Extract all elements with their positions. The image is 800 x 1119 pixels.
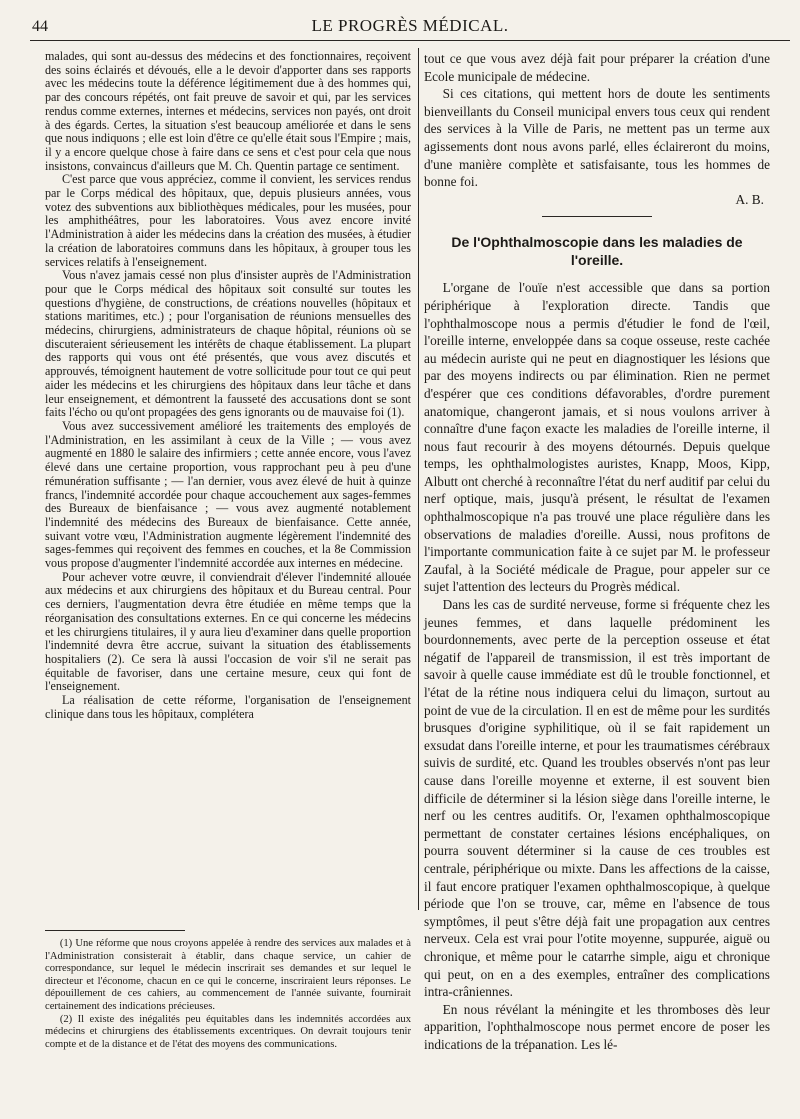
paragraph: Pour achever votre œuvre, il conviendrait d'élever l'indemnité allouée aux médecins et aux chirurgiens des hôpitaux et du Bureau central. Pour ces derniers, l'augmentation devra être étudiée en même temps que la réorganisation des consultations externes. En ce qui concerne les médecins et les chirurgiens titulaires, il y aura lieu d'examiner dans quelle proportion l'indemnité devra être accrue, suivant la situation des établissements hospitaliers (2). Ce sera là aussi l'occasion de voir s'il ne serait pas équitable de favoriser, dans une certaine mesure, ceux qui font de l'enseignement.	[45, 569, 411, 694]
paragraph: Vous n'avez jamais cessé non plus d'insister auprès de l'Administration pour que le Corps médical des hôpitaux soit consulté sur toutes les questions d'hygiène, de constructions, de créations nouvelles (hôpitaux et stations maritimes, etc.) ; pour l'organisation de réunions mensuelles des médecins, chirurgiens, administrateurs de chaque hôpital, réunions où se discuteraient sérieusement les intérêts de chaque établissement. La plupart des rapports qui vous ont été présentés, que vous avez discutés et approuvés, témoignent hautement de votre sollicitude pour tout ce qui peut aider les médecins et les chirurgiens des hôpitaux dans leur tâche et dans leur enseignement, et démontrent la fausseté des accusations dont se sont faits l'écho ou qu'ont propagées des gens ignorants ou de mauvaise foi (1).	[45, 268, 411, 420]
column-divider	[418, 48, 419, 910]
paragraph: En nous révélant la méningite et les thromboses dès leur apparition, l'ophthalmoscope nous permet encore de poser les indications de la trépanation. Les lé-	[424, 1001, 770, 1052]
paragraph: Vous avez successivement amélioré les traitements des employés de l'Administration, en les assimilant à ceux de la Ville ; — vous avez augmenté en 1880 le salaire des infirmiers ; cette année encore, vous l'avez élevé dans une certaine proportion, vous rapprochant peu à peu d'une rémunération suffisante ; — l'an dernier, vous avez élevé de huit à quinze francs, l'indemnité accordée pour chaque accouchement aux sages-femmes des Bureaux de bienfaisance ; — vous avez augmenté notablement l'indemnité des médecins des Bureaux de bienfaisance. Cette année, suivant votre vœu, l'Administration augmente légèrement l'indemnité des sages-femmes qui reçoivent des femmes en couches, et la 8e Commission vous propose d'augmenter l'indemnité accordée aux internes en médecine.	[45, 418, 411, 571]
footnotes	[45, 938, 411, 1051]
paragraph: C'est parce que vous appréciez, comme il convient, les services rendus par le Corps médical des hôpitaux, que, depuis plusieurs années, vous votez des subventions aux bibliothèques médicales, pour les musées, pour les amphithéâtres, pour les laboratoires. Vous avez encore invité l'Administration à aider les médecins dans la création des musées, à étudier la création de laboratoires communs dans les hôpitaux, à grouper tous les services relatifs à l'enseignement.	[45, 172, 411, 269]
author-signature: A. B.	[735, 191, 764, 207]
article-title: De l'Ophthalmoscopie dans les maladies de l'oreille.	[451, 234, 743, 269]
right-column	[424, 50, 770, 1053]
journal-title: LE PROGRÈS MÉDICAL.	[311, 16, 509, 35]
paragraph: malades, qui sont au-dessus des médecins et des fonctionnaires, reçoivent des soins éclairés et dévoués, elle a le devoir d'apporter dans ses rapports avec les médecins toute la déférence légitimement due à des hommes qui, par des concours répétés, ont fait preuve de savoir et qui, par les services rendus comme externes, internes et médecins, services non payés, ont droit à des égards. Certes, la situation s'est beaucoup améliorée et dans le sens que nous indiquons ; elle est loin d'être ce qu'elle était sous l'Empire ; mais, il y a encore quelque chose à faire dans ce sens et c'est pour cela que nous insistons, convaincus d'ailleurs que M. Ch. Quentin partage ce sentiment.	[45, 49, 411, 173]
paragraph: tout ce que vous avez déjà fait pour préparer la création d'une Ecole municipale de médecine.	[424, 51, 770, 84]
paragraph: L'organe de l'ouïe n'est accessible que dans sa portion périphérique à l'exploration directe. Tandis que l'ophthalmoscope nous a permis d'étudier le fond de l'œil, l'oreille interne, enveloppée dans sa coque osseuse, reste cachée au médecin auriste qui ne peut en diagnostiquer les lésions que par des moyens indirects ou par élimination. Rien ne permet d'espérer que ces conditions défavorables, d'ordre purement anatomique, changeront jamais, et si nous voulons arriver à connaître d'une façon exacte les maladies de l'oreille interne, il nous faut recourir à des moyens détournés. Depuis quelque temps, les ophthalmologistes auristes, Knapp, Moos, Kipp, Albutt ont cherché à reconnaître l'état du nerf auditif par celui du nerf optique, mais, jusqu'à présent, le résultat de l'examen ophthalmoscopique n'a pas trouvé une place régulière dans les observations de maladies d'oreille. Aussi, nous profitons de l'importante communication faite à ce sujet par M. le professeur Zaufal, à la Société médicale de Prague, pour appeler sur ce sujet l'attention des lecteurs du Progrès médical.	[424, 280, 770, 595]
paragraph: Si ces citations, qui mettent hors de doute les sentiments bienveillants du Conseil municipal envers tous ceux qui rendent des services à la Ville de Paris, ne mettent pas un terme aux agissements dont nous avons parlé, elles éclaireront du moins, d'une manière complète et satisfaisante, tous les hommes de bonne foi.	[424, 86, 770, 190]
footnote-separator	[45, 930, 185, 931]
page-header	[30, 10, 790, 41]
left-column	[45, 50, 411, 721]
section-separator	[542, 216, 652, 217]
paragraph: Dans les cas de surdité nerveuse, forme si fréquente chez les jeunes femmes, et dans laquelle prédominent les bourdonnements, avec perte de la perception osseuse et état négatif de l'appareil de transmission, il est très important de savoir à quelle cause immédiate est dû le trouble fonctionnel, et l'état de la rétine nous indiquera celui du limaçon, surtout au point de vue de la circulation. Il en est de même pour les surdités brusques d'origine syphilitique, où il se fait rapidement un exsudat dans l'oreille interne, et pour les traumatismes cérébraux suivis de surdité, etc. Quand les troubles observés n'ont pas leur cause dans l'oreille moyenne et externe, il est souvent bien difficile de déterminer si la lésion siège dans l'oreille interne, le nerf ou les centres auditifs. Or, l'examen ophthalmoscopique permettant de constater certaines lésions encéphaliques, on pourra souvent déterminer si la cause de ces troubles est centrale, périphérique ou mixte. Dans les affections de la caisse, il faut encore pratiquer l'examen ophthalmoscopique, à quelque période que l'on se trouve, car, même en l'absence de tous symptômes, il peut s'être déjà fait une propagation aux centres nerveux. Cela est vrai pour l'otite moyenne, suppurée, aiguë ou chronique, et même pour le catarrhe simple, aigu et chronique qui peut, on en a des exemples, entraîner des complications intra-crâniennes.	[424, 597, 770, 1000]
paragraph: La réalisation de cette réforme, l'organisation de l'enseignement clinique dans tous les hôpitaux, complétera	[45, 693, 411, 721]
page-number: 44	[32, 18, 48, 35]
footnote: (1) Une réforme que nous croyons appelée à rendre des services aux malades et à l'Administration consisterait à établir, dans chaque service, un cahier de correspondance, sur lequel le médecin inscrirait ses demandes et sur lequel le directeur et l'économe, chacun en ce qui le concerne, inscriraient leurs réponses. Le dépouillement de ces cahiers, au commencement de l'année suivante, fournirait certainement des indications précieuses.	[45, 938, 411, 1012]
footnote: (2) Il existe des inégalités peu équitables dans les indemnités accordées aux médecins et chirurgiens des établissements excentriques. On devrait toujours tenir compte et de la distance et de l'état des moyens des communications.	[45, 1013, 411, 1050]
